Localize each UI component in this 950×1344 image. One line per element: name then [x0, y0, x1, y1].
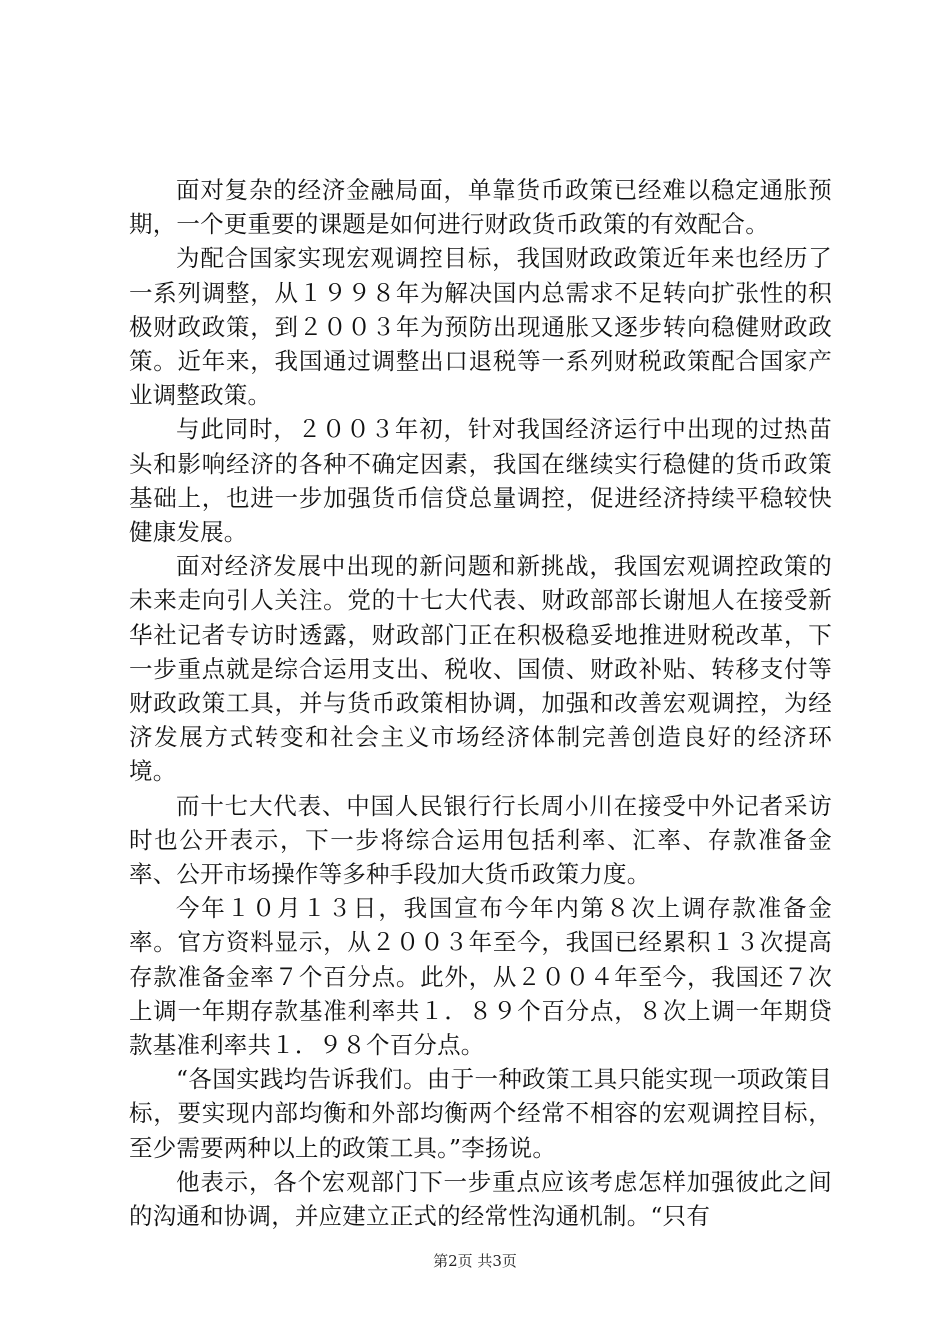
paragraph-1: 面对复杂的经济金融局面，单靠货币政策已经难以稳定通胀预期，一个更重要的课题是如何进行财政货币政策的有效配合。	[129, 176, 832, 239]
article-body	[129, 173, 832, 1233]
paragraph-8: 他表示，各个宏观部门下一步重点应该考虑怎样加强彼此之间的沟通和协调，并应建立正式的经常性沟通机制。“只有	[129, 1167, 832, 1231]
page-number-label: 第2页 共3页	[433, 1252, 517, 1270]
paragraph-4: 面对经济发展中出现的新问题和新挑战，我国宏观调控政策的未来走向引人关注。党的十七大代表、财政部部长谢旭人在接受新华社记者专访时透露，财政部门正在积极稳妥地推进财税改革，下一步重点就是综合运用支出、税收、国债、财政补贴、转移支付等财政政策工具，并与货币政策相协调，加强和改善宏观调控，为经济发展方式转变和社会主义市场经济体制完善创造良好的经济环境。	[129, 552, 832, 786]
paragraph-6: 今年１０月１３日，我国宣布今年内第８次上调存款准备金率。官方资料显示，从２００３年至今，我国已经累积１３次提高存款准备金率７个百分点。此外，从２００４年至今，我国还７次上调一年期存款基准利率共１．８９个百分点，８次上调一年期贷款基准利率共１．９８个百分点。	[129, 894, 832, 1060]
paragraph-3: 与此同时，２００３年初，针对我国经济运行中出现的过热苗头和影响经济的各种不确定因素，我国在继续实行稳健的货币政策基础上，也进一步加强货币信贷总量调控，促进经济持续平稳较快健康发展。	[129, 415, 832, 547]
paragraph-2: 为配合国家实现宏观调控目标，我国财政政策近年来也经历了一系列调整，从１９９８年为解决国内总需求不足转向扩张性的积极财政政策，到２００３年为预防出现通胀又逐步转向稳健财政政策。近年来，我国通过调整出口退税等一系列财税政策配合国家产业调整政策。	[129, 244, 832, 410]
paragraph-7: “各国实践均告诉我们。由于一种政策工具只能实现一项政策目标，要实现内部均衡和外部均衡两个经常不相容的宏观调控目标，至少需要两种以上的政策工具。”李扬说。	[129, 1065, 832, 1162]
paragraph-5: 而十七大代表、中国人民银行行长周小川在接受中外记者采访时也公开表示，下一步将综合运用包括利率、汇率、存款准备金率、公开市场操作等多种手段加大货币政策力度。	[129, 791, 832, 889]
page-footer	[0, 1251, 950, 1271]
